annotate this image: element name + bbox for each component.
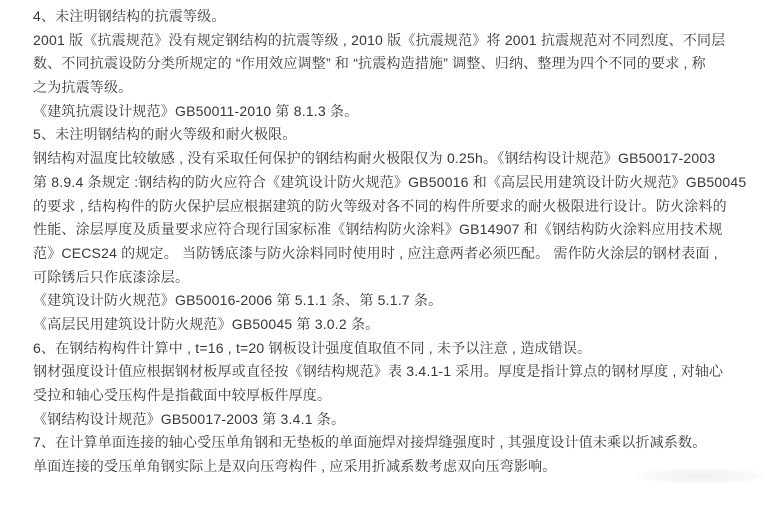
text-line: 单面连接的受压单角钢实际上是双向压弯构件 , 应采用折减系数考虑双向压弯影响。 — [33, 458, 557, 475]
code-reference-line: 《钢结构设计规范》GB50017-2003 第 3.4.1 条。 — [33, 410, 346, 427]
text-line: 钢结构对温度比较敏感 , 没有采取任何保护的钢结构耐火极限仅为 0.25h。《钢结构设计规范》GB50017-2003 — [33, 150, 716, 167]
item-7-heading: 7、在计算单面连接的轴心受压单角钢和无垫板的单面施焊对接焊缝强度时 , 其强度设计值未乘以折减系数。 — [33, 434, 707, 451]
item-4-heading: 4、未注明钢结构的抗震等级。 — [33, 8, 226, 24]
code-reference-line: 《高层民用建筑设计防火规范》GB50045 第 3.0.2 条。 — [33, 315, 380, 332]
text-line: 第 8.9.4 条规定 :钢结构的防火应符合《建筑设计防火规范》GB50016 和《高层民用建筑设计防火规范》GB50045 — [33, 173, 747, 190]
text-line: 数、不同抗震设防分类所规定的 “作用效应调整” 和 “抗震构造措施” 调整、归纳、整理为四个不同的要求 , 称 — [33, 55, 706, 72]
code-reference-line: 《建筑抗震设计规范》GB50011-2010 第 8.1.3 条。 — [33, 102, 359, 119]
text-line: 受拉和轴心受压构件是指截面中较厚板件厚度。 — [33, 387, 332, 403]
text-line: 可除锈后只作底漆涂层。 — [33, 268, 190, 285]
text-line: 钢材强度设计值应根据钢材板厚或直径按《钢结构规范》表 3.4.1-1 采用。厚度是指计算点的钢材厚度 , 对轴心 — [33, 363, 724, 380]
text-line: 性能、涂层厚度及质量要求应符合现行国家标准《钢结构防火涂料》GB14907 和《钢结构防火涂料应用技术规 — [33, 221, 723, 238]
text-line: 的要求 , 结构构件的防火保护层应根据建筑的防火等级对各不同的构件所要求的耐火极限进行设计。防火涂料的 — [33, 197, 727, 214]
item-6-heading: 6、在钢结构构件计算中 , t=16 , t=20 钢板设计强度值取值不同 , 未予以注意 , 造成错误。 — [33, 339, 592, 356]
text-line: 之为抗震等级。 — [33, 79, 133, 96]
item-5-heading: 5、未注明钢结构的耐火等级和耐火极限。 — [33, 126, 297, 143]
text-line: 范》CECS24 的规定。 当防锈底漆与防火涂料同时使用时 , 应注意两者必须匹配。 需作防火涂层的钢材表面 , — [33, 244, 718, 261]
text-line: 2001 版《抗震规范》没有规定钢结构的抗震等级 , 2010 版《抗震规范》将 2001 抗震规范对不同烈度、不同层 — [33, 31, 726, 48]
code-reference-line: 《建筑设计防火规范》GB50016-2006 第 5.1.1 条、第 5.1.7 条。 — [33, 292, 443, 309]
